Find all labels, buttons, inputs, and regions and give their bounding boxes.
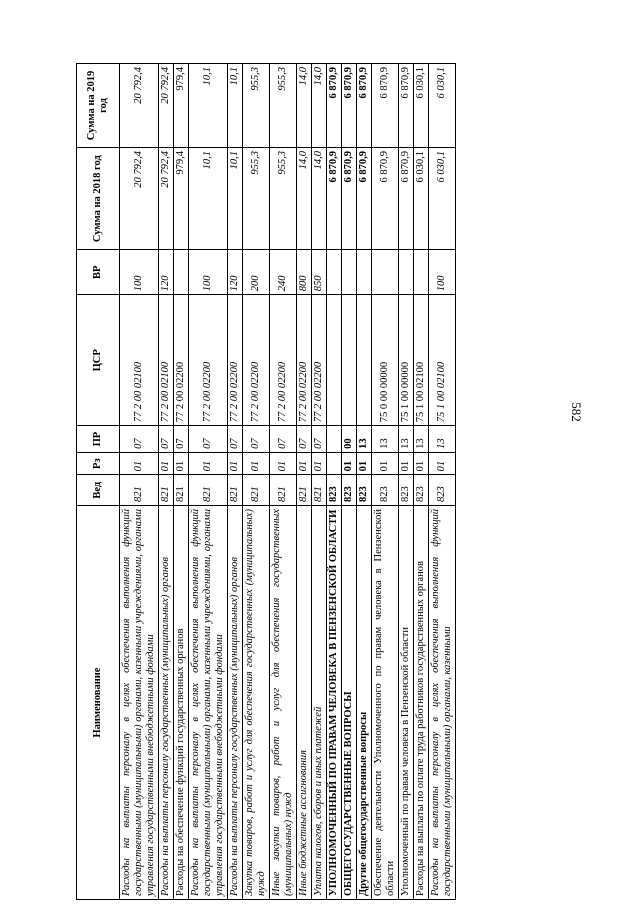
cell-sum-2018: 14,0 — [312, 147, 327, 249]
cell-csr: 77 2 00 02100 — [120, 295, 159, 426]
cell-name: УПОЛНОМОЧЕННЫЙ ПО ПРАВАМ ЧЕЛОВЕКА В ПЕНЗЕНСКОЙ ОБЛАСТИ — [327, 506, 342, 900]
header-csr: ЦСР — [77, 295, 120, 426]
cell-sum-2019: 6 030,1 — [429, 64, 456, 148]
table-row — [414, 64, 429, 900]
cell-sum-2018: 955,3 — [243, 147, 270, 249]
cell-pr: 07 — [174, 426, 189, 453]
cell-rz: 01 — [174, 452, 189, 475]
cell-name: Расходы на выплаты персоналу в целях обеспечения выполнения функций государственными (муниципальными) органами, казенными — [429, 506, 456, 900]
cell-rz: 01 — [414, 452, 429, 475]
table-row — [399, 64, 414, 900]
cell-vr: 100 — [189, 250, 228, 295]
cell-name: Расходы на выплаты персоналу государственных (муниципальных) органов — [228, 506, 243, 900]
cell-sum-2019: 955,3 — [270, 64, 297, 148]
cell-ved: 821 — [270, 475, 297, 506]
cell-sum-2019: 14,0 — [297, 64, 312, 148]
cell-rz: 01 — [399, 452, 414, 475]
cell-csr — [357, 295, 372, 426]
cell-pr: 07 — [159, 426, 174, 453]
cell-sum-2019: 6 870,9 — [357, 64, 372, 148]
table-row — [243, 64, 270, 900]
cell-rz: 01 — [357, 452, 372, 475]
header-pr: ПР — [77, 426, 120, 453]
cell-pr — [327, 426, 342, 453]
table-row — [270, 64, 297, 900]
cell-sum-2019: 6 870,9 — [342, 64, 357, 148]
cell-ved: 821 — [312, 475, 327, 506]
budget-table — [76, 63, 456, 900]
cell-sum-2018: 20 792,4 — [159, 147, 174, 249]
cell-vr: 200 — [243, 250, 270, 295]
cell-sum-2018: 14,0 — [297, 147, 312, 249]
cell-sum-2018: 10,1 — [228, 147, 243, 249]
cell-rz: 01 — [297, 452, 312, 475]
cell-name: Расходы на выплаты по оплате труда работников государственных органов — [414, 506, 429, 900]
cell-ved: 821 — [189, 475, 228, 506]
cell-pr: 13 — [357, 426, 372, 453]
cell-sum-2018: 6 870,9 — [399, 147, 414, 249]
cell-ved: 823 — [414, 475, 429, 506]
cell-name: Иные бюджетные ассигнования — [297, 506, 312, 900]
cell-csr: 77 2 00 02200 — [189, 295, 228, 426]
cell-ved: 823 — [357, 475, 372, 506]
cell-vr — [414, 250, 429, 295]
header-name: Наименование — [77, 506, 120, 900]
cell-ved: 821 — [174, 475, 189, 506]
table-row — [297, 64, 312, 900]
cell-vr — [372, 250, 399, 295]
cell-name: Другие общегосударственные вопросы — [357, 506, 372, 900]
cell-csr — [327, 295, 342, 426]
cell-sum-2018: 10,1 — [189, 147, 228, 249]
table-row — [327, 64, 342, 900]
cell-vr — [327, 250, 342, 295]
cell-csr: 77 2 00 02100 — [159, 295, 174, 426]
header-vr: ВР — [77, 250, 120, 295]
cell-sum-2019: 10,1 — [189, 64, 228, 148]
cell-rz: 01 — [372, 452, 399, 475]
cell-sum-2019: 979,4 — [174, 64, 189, 148]
cell-ved: 823 — [429, 475, 456, 506]
cell-rz: 01 — [243, 452, 270, 475]
cell-rz: 01 — [120, 452, 159, 475]
table-row — [342, 64, 357, 900]
cell-pr: 07 — [120, 426, 159, 453]
cell-csr: 75 1 00 02100 — [429, 295, 456, 426]
cell-csr: 77 2 00 02200 — [270, 295, 297, 426]
cell-pr: 07 — [297, 426, 312, 453]
cell-rz: 01 — [159, 452, 174, 475]
cell-pr: 00 — [342, 426, 357, 453]
header-sum-2019: Сумма на 2019 год — [77, 64, 120, 148]
cell-sum-2019: 6 870,9 — [327, 64, 342, 148]
cell-rz: 01 — [312, 452, 327, 475]
cell-sum-2018: 6 870,9 — [372, 147, 399, 249]
cell-ved: 821 — [120, 475, 159, 506]
table-row — [429, 64, 456, 900]
cell-sum-2019: 20 792,4 — [159, 64, 174, 148]
cell-csr: 75 0 00 00000 — [372, 295, 399, 426]
table-row — [189, 64, 228, 900]
table-row — [174, 64, 189, 900]
cell-ved: 821 — [228, 475, 243, 506]
header-ved: Вед — [77, 475, 120, 506]
cell-vr — [399, 250, 414, 295]
cell-csr: 75 1 00 00000 — [399, 295, 414, 426]
cell-csr: 77 2 00 02200 — [297, 295, 312, 426]
cell-rz: 01 — [270, 452, 297, 475]
table-body — [120, 64, 456, 900]
cell-sum-2018: 20 792,4 — [120, 147, 159, 249]
cell-pr: 07 — [312, 426, 327, 453]
cell-vr: 100 — [429, 250, 456, 295]
table-row — [372, 64, 399, 900]
cell-name: ОБЩЕГОСУДАРСТВЕННЫЕ ВОПРОСЫ — [342, 506, 357, 900]
cell-name: Обеспечение деятельности Уполномоченного по правам человека в Пензенской области — [372, 506, 399, 900]
cell-name: Расходы на обеспечение функций государственных органов — [174, 506, 189, 900]
cell-ved: 821 — [159, 475, 174, 506]
cell-ved: 821 — [243, 475, 270, 506]
cell-rz — [327, 452, 342, 475]
cell-name: Расходы на выплаты персоналу государственных (муниципальных) органов — [159, 506, 174, 900]
cell-sum-2018: 6 030,1 — [429, 147, 456, 249]
cell-name: Расходы на выплаты персоналу в целях обеспечения выполнения функций государственными (муниципальными) органами, казенными учреждениями, органами управления государственными внебюджетными фондами — [189, 506, 228, 900]
cell-pr: 13 — [414, 426, 429, 453]
cell-vr — [174, 250, 189, 295]
cell-csr: 77 2 00 02200 — [243, 295, 270, 426]
cell-vr — [357, 250, 372, 295]
cell-sum-2019: 955,3 — [243, 64, 270, 148]
cell-sum-2018: 6 870,9 — [357, 147, 372, 249]
table-row — [120, 64, 159, 900]
table-row — [357, 64, 372, 900]
cell-name: Уплата налогов, сборов и иных платежей — [312, 506, 327, 900]
rotated-page-content — [76, 63, 573, 900]
cell-name: Закупка товаров, работ и услуг для обеспечения государственных (муниципальных) нужд — [243, 506, 270, 900]
cell-vr: 850 — [312, 250, 327, 295]
cell-vr: 800 — [297, 250, 312, 295]
cell-pr: 07 — [270, 426, 297, 453]
table-row — [312, 64, 327, 900]
cell-csr: 75 1 00 02100 — [414, 295, 429, 426]
cell-sum-2019: 14,0 — [312, 64, 327, 148]
cell-sum-2018: 6 870,9 — [327, 147, 342, 249]
cell-ved: 823 — [372, 475, 399, 506]
cell-csr — [342, 295, 357, 426]
table-header-row — [77, 64, 120, 900]
cell-rz: 01 — [429, 452, 456, 475]
cell-pr: 13 — [372, 426, 399, 453]
cell-sum-2019: 20 792,4 — [120, 64, 159, 148]
cell-ved: 823 — [342, 475, 357, 506]
cell-name: Иные закупки товаров, работ и услуг для обеспечения государственных (муниципальных) нужд — [270, 506, 297, 900]
cell-pr: 07 — [189, 426, 228, 453]
cell-sum-2019: 10,1 — [228, 64, 243, 148]
cell-pr: 07 — [243, 426, 270, 453]
page-number: 582 — [569, 402, 584, 422]
table-row — [228, 64, 243, 900]
cell-csr: 77 2 00 02200 — [312, 295, 327, 426]
cell-csr: 77 2 00 02200 — [228, 295, 243, 426]
cell-vr: 240 — [270, 250, 297, 295]
cell-name: Уполномоченный по правам человека в Пензенской области — [399, 506, 414, 900]
cell-rz: 01 — [189, 452, 228, 475]
cell-csr: 77 2 00 02200 — [174, 295, 189, 426]
cell-pr: 13 — [399, 426, 414, 453]
header-sum-2018: Сумма на 2018 год — [77, 147, 120, 249]
cell-sum-2018: 6 030,1 — [414, 147, 429, 249]
cell-rz: 01 — [228, 452, 243, 475]
cell-sum-2019: 6 870,9 — [372, 64, 399, 148]
cell-vr — [342, 250, 357, 295]
cell-ved: 821 — [297, 475, 312, 506]
cell-sum-2018: 979,4 — [174, 147, 189, 249]
cell-name: Расходы на выплаты персоналу в целях обеспечения выполнения функций государственными (муниципальными) органами, казенными учреждениями, органами управления государственными внебюджетными фондами — [120, 506, 159, 900]
header-rz: Рз — [77, 452, 120, 475]
cell-sum-2018: 6 870,9 — [342, 147, 357, 249]
cell-pr: 13 — [429, 426, 456, 453]
cell-sum-2019: 6 870,9 — [399, 64, 414, 148]
cell-ved: 823 — [399, 475, 414, 506]
cell-sum-2018: 955,3 — [270, 147, 297, 249]
cell-sum-2019: 6 030,1 — [414, 64, 429, 148]
cell-vr: 100 — [120, 250, 159, 295]
cell-vr: 120 — [159, 250, 174, 295]
cell-rz: 01 — [342, 452, 357, 475]
cell-pr: 07 — [228, 426, 243, 453]
cell-vr: 120 — [228, 250, 243, 295]
table-row — [159, 64, 174, 900]
cell-ved: 823 — [327, 475, 342, 506]
